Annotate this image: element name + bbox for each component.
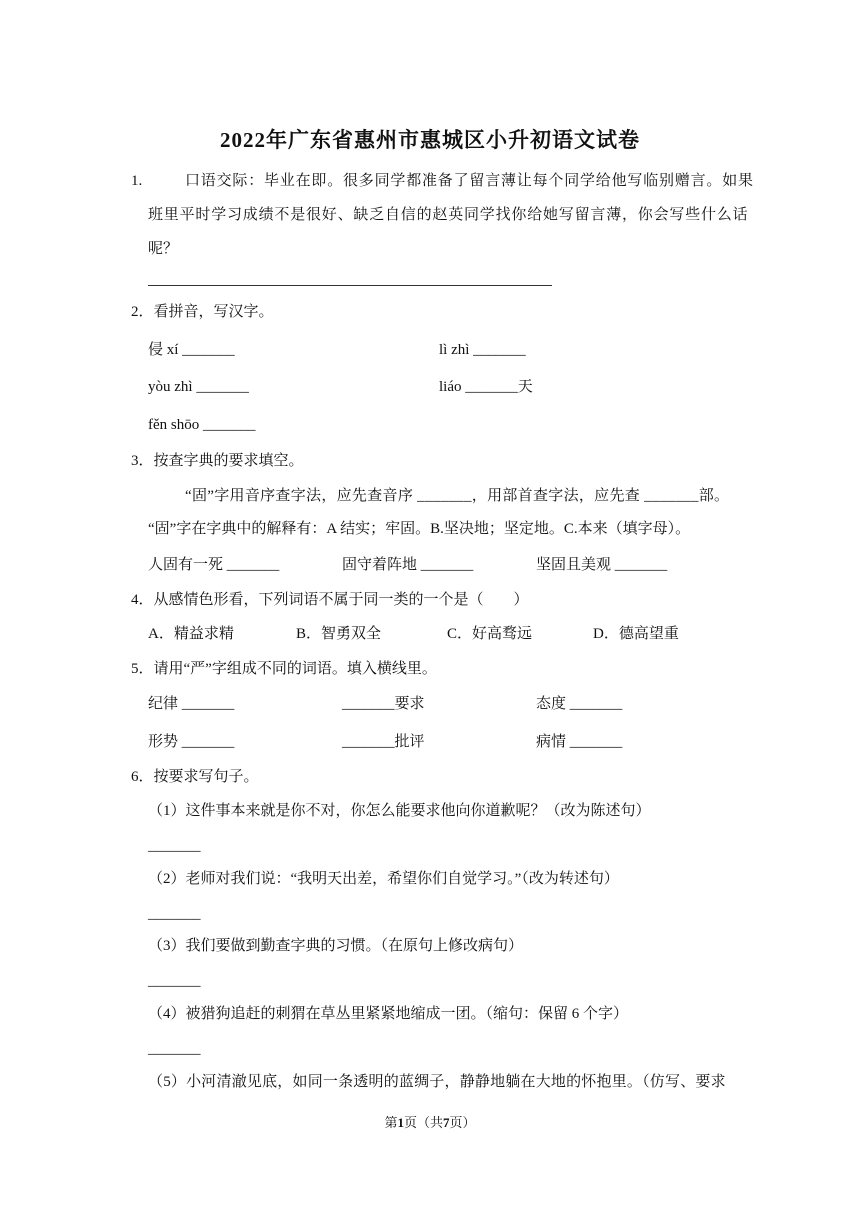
footer-suffix: 页） <box>449 1115 476 1130</box>
q1-text-line3: 呢？ <box>148 241 179 257</box>
q4-stem: 4．从感情色形看，下列词语不属于同一类的一个是（ ） <box>131 592 529 608</box>
q3-stem: 3．按查字典的要求填空。 <box>131 453 304 469</box>
q4-option: D．德高望重 <box>593 626 679 642</box>
q6-sub-question: （2）老师对我们说：“我明天出差，希望你们自觉学习。”（改为转述句） <box>148 871 619 887</box>
q6-answer-blank[interactable]: _______ <box>148 838 201 854</box>
q3-text-line2: “固”字在字典中的解释有：A 结实；牢固。B.坚决地；坚定地。C.本来（填字母）。 <box>148 521 691 537</box>
q6-stem: 6．按要求写句子。 <box>131 769 259 785</box>
q4-option: C．好高骛远 <box>447 626 533 642</box>
q1-text-line1: 口语交际：毕业在即。很多同学都准备了留言薄让每个同学给他写临别赠言。如果 <box>185 173 754 189</box>
footer-middle: 页（共 <box>403 1115 443 1130</box>
footer-total-pages: 7 <box>443 1115 450 1130</box>
q6-answer-blank[interactable]: _______ <box>148 973 201 989</box>
q2-item: yòu zhì _______ <box>148 379 249 395</box>
q5-item: 纪律 _______ <box>148 696 235 712</box>
q3-item: 坚固且美观 _______ <box>536 557 668 573</box>
q1-number: 1. <box>131 173 143 189</box>
q6-answer-blank[interactable]: _______ <box>148 1041 201 1057</box>
q3-text-line1: “固”字用音序查字法，应先查音序 _______，用部首查字法，应先查 _______部。 <box>185 488 730 504</box>
q6-sub-question: （5）小河清澈见底，如同一条透明的蓝绸子，静静地躺在大地的怀抱里。（仿写、要求 <box>148 1074 726 1090</box>
q6-sub-question: （3）我们要做到勤查字典的习惯。（在原句上修改病句） <box>148 938 524 954</box>
q2-item: fěn shōo _______ <box>148 417 256 433</box>
q4-option: A．精益求精 <box>148 626 234 642</box>
q6-answer-blank[interactable]: _______ <box>148 906 201 922</box>
q6-sub-question: （1）这件事本来就是你不对，你怎么能要求他向你道歉呢？（改为陈述句） <box>148 803 651 819</box>
q5-item: 态度 _______ <box>536 696 623 712</box>
q1-answer-line[interactable] <box>148 285 552 286</box>
q6-sub-question: （4）被猎狗追赶的刺猬在草丛里紧紧地缩成一团。（缩句：保留 6 个字） <box>148 1006 629 1022</box>
page-footer <box>0 1112 860 1131</box>
q2-item: liáo _______天 <box>439 379 533 395</box>
q4-option: B．智勇双全 <box>296 626 382 642</box>
q2-item: lì zhì _______ <box>439 342 526 358</box>
q5-item: _______要求 <box>342 696 425 712</box>
q5-item: _______批评 <box>342 734 425 750</box>
footer-prefix: 第 <box>384 1115 398 1130</box>
q2-stem: 2．看拼音，写汉字。 <box>131 304 274 320</box>
q3-item: 固守着阵地 _______ <box>342 557 474 573</box>
exam-title: 2022年广东省惠州市惠城区小升初语文试卷 <box>220 128 640 152</box>
q5-stem: 5．请用“严”字组成不同的词语。填入横线里。 <box>131 661 437 677</box>
q5-item: 病情 _______ <box>536 734 623 750</box>
q2-item: 侵 xí _______ <box>148 342 235 358</box>
q1-text-line2: 班里平时学习成绩不是很好、缺乏自信的赵英同学找你给她写留言薄，你会写些什么话 <box>148 207 749 223</box>
footer-page-number: 1 <box>397 1115 404 1130</box>
q5-item: 形势 _______ <box>148 734 235 750</box>
q3-item: 人固有一死 _______ <box>148 557 280 573</box>
